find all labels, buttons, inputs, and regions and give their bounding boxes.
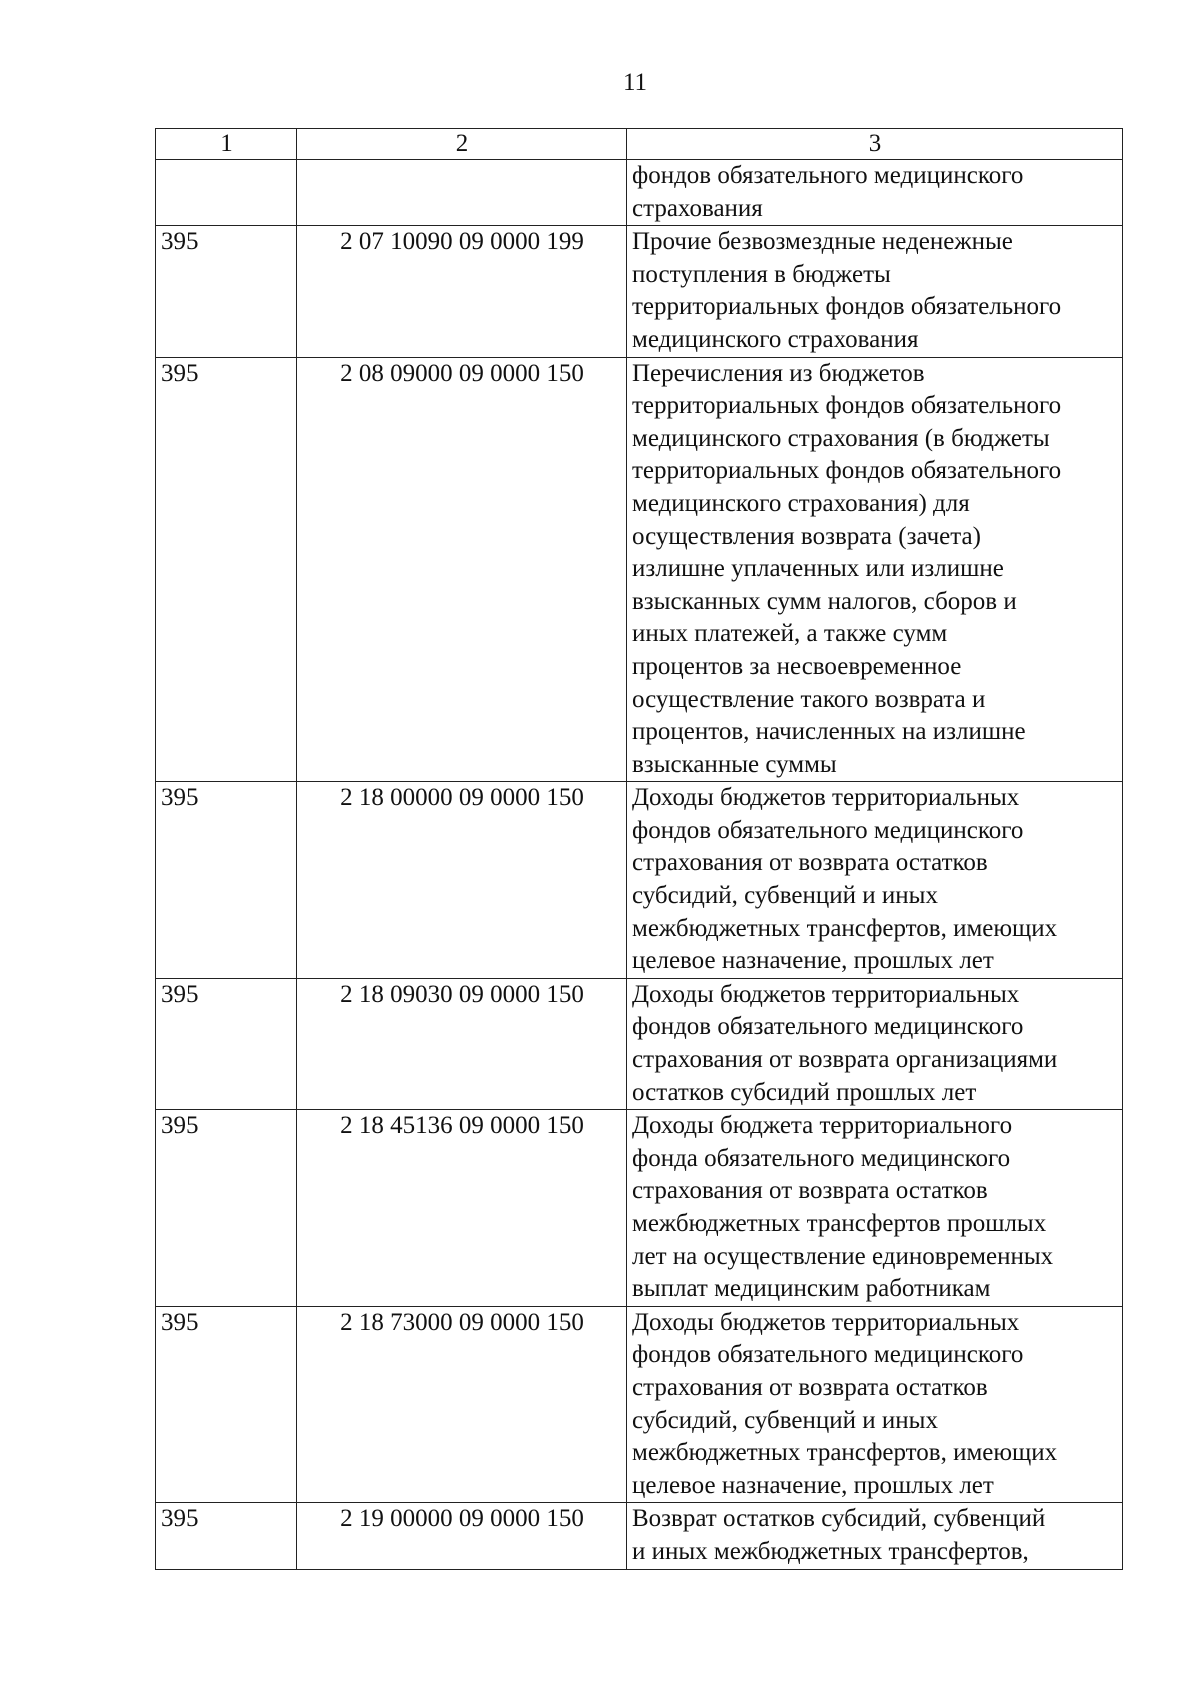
description-line: целевое назначение, прошлых лет [632, 947, 994, 975]
description-cell [627, 1503, 1123, 1569]
description-line: лет на осуществление единовременных [632, 1242, 1054, 1270]
table-row [156, 1503, 1123, 1569]
table-row [156, 160, 1123, 226]
table-row [156, 226, 1123, 357]
description-line: субсидий, субвенций и иных [632, 1406, 938, 1434]
description-line: медицинского страхования (в бюджеты [632, 424, 1050, 452]
admin-code-cell: 395 [156, 1110, 297, 1307]
admin-code-cell: 395 [156, 782, 297, 979]
budget-classification-code-cell: 2 18 00000 09 0000 150 [297, 782, 627, 979]
budget-classification-code-cell: 2 08 09000 09 0000 150 [297, 357, 627, 782]
description-line: территориальных фондов обязательного [632, 392, 1062, 420]
description-line: Доходы бюджетов территориальных [632, 1308, 1020, 1336]
description-line: территориальных фондов обязательного [632, 293, 1062, 321]
description-line: остатков субсидий прошлых лет [632, 1078, 977, 1106]
description-line: осуществления возврата (зачета) [632, 522, 981, 550]
table-row [156, 1306, 1123, 1503]
description-line: фондов обязательного медицинского [632, 162, 1024, 189]
admin-code-cell: 395 [156, 1503, 297, 1569]
admin-code-cell: 395 [156, 978, 297, 1109]
description-line: медицинского страхования [632, 325, 919, 353]
description-line: поступления в бюджеты [632, 260, 891, 288]
admin-code-cell: 395 [156, 1306, 297, 1503]
budget-classification-code-cell: 2 07 10090 09 0000 199 [297, 226, 627, 357]
description-line: страхования от возврата остатков [632, 1177, 988, 1205]
description-line: страхования от возврата остатков [632, 849, 988, 877]
table-header-row [156, 129, 1123, 160]
description-line: и иных межбюджетных трансфертов, [632, 1537, 1029, 1565]
description-line: Доходы бюджетов территориальных [632, 980, 1020, 1008]
description-line: взысканных сумм налогов, сборов и [632, 587, 1017, 615]
description-line: межбюджетных трансфертов, имеющих [632, 1439, 1058, 1467]
description-line: фондов обязательного медицинского [632, 1341, 1024, 1369]
admin-code-cell: 395 [156, 357, 297, 782]
admin-code-cell: 395 [156, 226, 297, 357]
description-line: страхования от возврата организациями [632, 1046, 1058, 1074]
table-row [156, 357, 1123, 782]
description-line: фонда обязательного медицинского [632, 1144, 1011, 1172]
description-cell [627, 782, 1123, 979]
description-line: Перечисления из бюджетов [632, 359, 925, 387]
description-line: взысканные суммы [632, 750, 837, 778]
table-body [156, 160, 1123, 1570]
budget-classification-code-cell: 2 19 00000 09 0000 150 [297, 1503, 627, 1569]
description-line: Доходы бюджета территориального [632, 1112, 1013, 1140]
admin-code-cell [156, 160, 297, 226]
description-line: межбюджетных трансфертов, имеющих [632, 914, 1058, 942]
column-header-3: 3 [627, 129, 1123, 160]
description-line: излишне уплаченных или излишне [632, 555, 1004, 583]
page-number: 11 [622, 69, 648, 96]
budget-classification-code-cell: 2 18 09030 09 0000 150 [297, 978, 627, 1109]
description-cell [627, 357, 1123, 782]
description-line: Возврат остатков субсидий, субвенций [632, 1505, 1046, 1533]
description-line: территориальных фондов обязательного [632, 457, 1062, 485]
description-line: Прочие безвозмездные неденежные [632, 228, 1013, 256]
description-line: фондов обязательного медицинского [632, 1013, 1024, 1041]
column-header-1: 1 [156, 129, 297, 160]
table-row [156, 978, 1123, 1109]
budget-codes-table [155, 128, 1123, 1570]
description-line: целевое назначение, прошлых лет [632, 1471, 994, 1499]
description-cell [627, 978, 1123, 1109]
description-line: осуществление такого возврата и [632, 685, 986, 713]
description-line: фондов обязательного медицинского [632, 816, 1024, 844]
description-cell [627, 160, 1123, 226]
description-line: процентов, начисленных на излишне [632, 718, 1026, 746]
description-line: медицинского страхования) для [632, 489, 970, 517]
description-line: межбюджетных трансфертов прошлых [632, 1210, 1047, 1237]
description-line: иных платежей, а также сумм [632, 620, 948, 648]
description-cell [627, 1306, 1123, 1503]
column-header-2: 2 [297, 129, 627, 160]
description-line: Доходы бюджетов территориальных [632, 784, 1020, 812]
budget-classification-code-cell: 2 18 73000 09 0000 150 [297, 1306, 627, 1503]
description-line: процентов за несвоевременное [632, 652, 962, 680]
table-row [156, 782, 1123, 979]
budget-classification-code-cell: 2 18 45136 09 0000 150 [297, 1110, 627, 1307]
description-line: страхования [632, 194, 763, 222]
description-cell [627, 1110, 1123, 1307]
description-line: выплат медицинским работникам [632, 1275, 991, 1303]
description-line: субсидий, субвенций и иных [632, 882, 938, 910]
description-cell [627, 226, 1123, 357]
budget-classification-code-cell [297, 160, 627, 226]
description-line: страхования от возврата остатков [632, 1373, 988, 1401]
table-row [156, 1110, 1123, 1307]
